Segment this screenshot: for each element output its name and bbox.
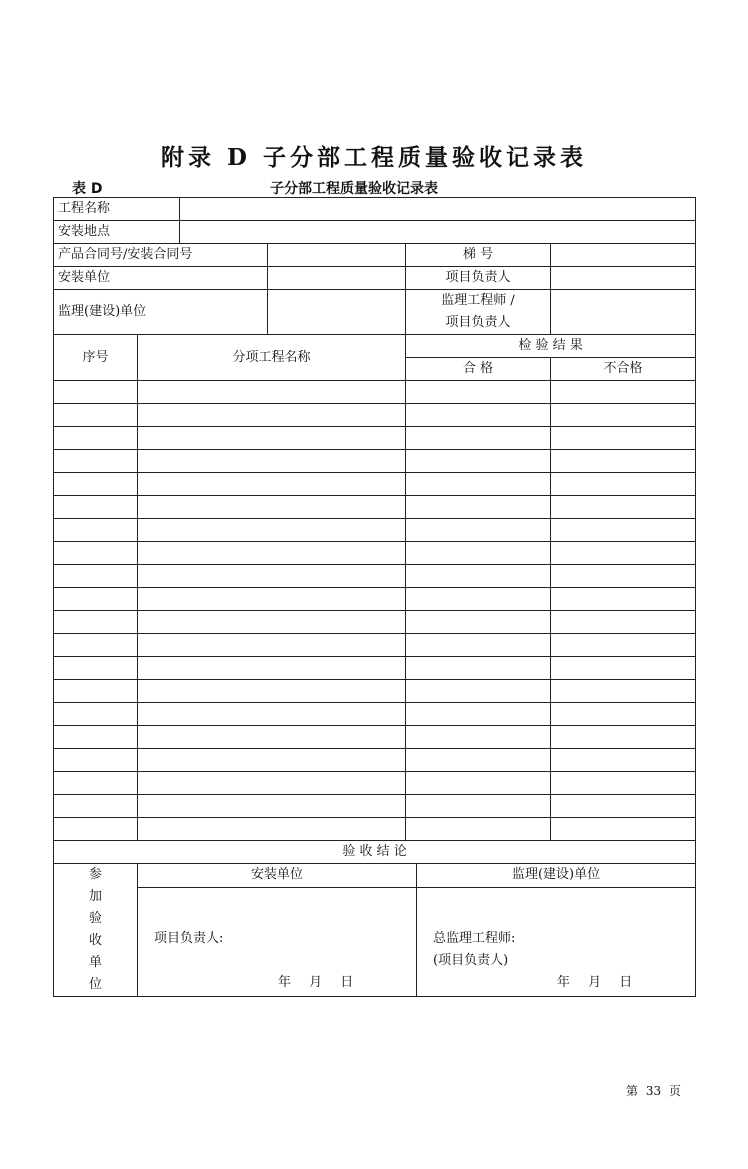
supervision-signer-label: 总监理工程师: (433, 930, 516, 946)
item-pass-cell[interactable] (406, 404, 551, 427)
item-pass-cell[interactable] (406, 450, 551, 473)
item-row (54, 496, 696, 519)
project-name-field[interactable] (180, 198, 696, 221)
item-seq-cell[interactable] (54, 473, 138, 496)
install-location-field[interactable] (180, 221, 696, 244)
item-seq-cell[interactable] (54, 427, 138, 450)
supervision-signer-alt-label: (项目负责人) (433, 952, 509, 968)
item-fail-cell[interactable] (551, 680, 696, 703)
item-name-cell[interactable] (138, 703, 406, 726)
item-fail-cell[interactable] (551, 772, 696, 795)
item-fail-cell[interactable] (551, 749, 696, 772)
page-number: 第 33 页 (626, 1084, 681, 1098)
item-fail-cell[interactable] (551, 565, 696, 588)
item-seq-cell[interactable] (54, 703, 138, 726)
item-name-cell[interactable] (138, 381, 406, 404)
item-pass-cell[interactable] (406, 703, 551, 726)
item-fail-cell[interactable] (551, 450, 696, 473)
conclusion-header: 验 收 结 论 (54, 841, 696, 864)
elevator-no-field[interactable] (551, 244, 696, 267)
item-pass-cell[interactable] (406, 381, 551, 404)
item-row (54, 611, 696, 634)
install-unit-field[interactable] (268, 267, 406, 290)
conclusion-row (54, 841, 696, 864)
item-seq-cell[interactable] (54, 519, 138, 542)
item-pass-cell[interactable] (406, 818, 551, 841)
column-header-row-1 (54, 335, 696, 358)
participant-char-5: 单 (88, 955, 102, 970)
result-header: 检 验 结 果 (406, 335, 696, 358)
item-name-cell[interactable] (138, 680, 406, 703)
item-name-cell[interactable] (138, 611, 406, 634)
item-name-cell[interactable] (138, 519, 406, 542)
participant-header-row (54, 864, 696, 888)
item-seq-cell[interactable] (54, 542, 138, 565)
item-seq-cell[interactable] (54, 565, 138, 588)
item-seq-cell[interactable] (54, 795, 138, 818)
item-row (54, 749, 696, 772)
item-row (54, 519, 696, 542)
project-leader-label: 项目负责人 (406, 267, 551, 290)
item-seq-cell[interactable] (54, 657, 138, 680)
item-seq-cell[interactable] (54, 381, 138, 404)
item-seq-cell[interactable] (54, 588, 138, 611)
item-fail-cell[interactable] (551, 818, 696, 841)
page-title: 附录 D 子分部工程质量验收记录表 (161, 144, 587, 171)
supervision-sign-date: 年 月 日 (557, 974, 633, 990)
supervision-engineer-label (406, 290, 551, 335)
participant-char-4: 收 (88, 933, 102, 948)
item-pass-cell[interactable] (406, 542, 551, 565)
install-location-label: 安装地点 (54, 221, 180, 244)
item-fail-cell[interactable] (551, 611, 696, 634)
item-fail-cell[interactable] (551, 634, 696, 657)
item-seq-cell[interactable] (54, 611, 138, 634)
item-row (54, 703, 696, 726)
item-name-cell[interactable] (138, 818, 406, 841)
item-row (54, 381, 696, 404)
item-seq-cell[interactable] (54, 680, 138, 703)
install-unit-label: 安装单位 (54, 267, 268, 290)
item-fail-cell[interactable] (551, 496, 696, 519)
item-pass-cell[interactable] (406, 519, 551, 542)
project-leader-field[interactable] (551, 267, 696, 290)
participant-char-1: 参 (88, 867, 102, 882)
item-fail-cell[interactable] (551, 519, 696, 542)
participant-char-6: 位 (88, 977, 102, 992)
item-fail-cell[interactable] (551, 657, 696, 680)
item-name-cell[interactable] (138, 496, 406, 519)
item-row (54, 588, 696, 611)
item-row (54, 634, 696, 657)
install-sign-date: 年 月 日 (278, 974, 354, 990)
fail-header: 不合格 (551, 358, 696, 381)
item-fail-cell[interactable] (551, 795, 696, 818)
install-signer-label: 项目负责人: (154, 930, 224, 946)
item-name-cell[interactable] (138, 657, 406, 680)
supervision-row (54, 290, 696, 335)
install-unit-sign-header: 安装单位 (138, 864, 417, 888)
item-name-cell[interactable] (138, 542, 406, 565)
item-seq-cell[interactable] (54, 496, 138, 519)
item-name-cell[interactable] (138, 473, 406, 496)
supervision-unit-sign-cell[interactable] (417, 887, 696, 996)
item-seq-cell[interactable] (54, 818, 138, 841)
table-code: 表 D (72, 181, 103, 197)
table-caption: 子分部工程质量验收记录表 (270, 181, 438, 197)
item-name-cell[interactable] (138, 749, 406, 772)
item-row (54, 818, 696, 841)
install-unit-row (54, 267, 696, 290)
supervision-engineer-line-1: 监理工程师 / (441, 293, 515, 308)
supervision-engineer-line-2: 项目负责人 (445, 315, 511, 330)
item-pass-cell[interactable] (406, 565, 551, 588)
participant-char-2: 加 (88, 889, 102, 904)
item-name-cell[interactable] (138, 726, 406, 749)
item-seq-cell[interactable] (54, 450, 138, 473)
contract-no-field[interactable] (268, 244, 406, 267)
item-row (54, 680, 696, 703)
item-pass-cell[interactable] (406, 634, 551, 657)
item-pass-cell[interactable] (406, 749, 551, 772)
item-fail-cell[interactable] (551, 473, 696, 496)
item-pass-cell[interactable] (406, 588, 551, 611)
item-pass-cell[interactable] (406, 680, 551, 703)
item-name-cell[interactable] (138, 450, 406, 473)
install-unit-sign-cell[interactable] (138, 887, 417, 996)
item-pass-cell[interactable] (406, 473, 551, 496)
item-name-cell[interactable] (138, 565, 406, 588)
project-name-row (54, 198, 696, 221)
item-pass-cell[interactable] (406, 657, 551, 680)
pass-header: 合 格 (406, 358, 551, 381)
item-seq-cell[interactable] (54, 726, 138, 749)
item-row (54, 726, 696, 749)
acceptance-form-table (53, 197, 696, 997)
item-name-header: 分项工程名称 (138, 335, 406, 381)
item-pass-cell[interactable] (406, 496, 551, 519)
item-fail-cell[interactable] (551, 404, 696, 427)
item-row (54, 473, 696, 496)
item-seq-cell[interactable] (54, 634, 138, 657)
item-name-cell[interactable] (138, 772, 406, 795)
install-location-row (54, 221, 696, 244)
item-fail-cell[interactable] (551, 703, 696, 726)
participant-char-3: 验 (88, 911, 102, 926)
item-name-cell[interactable] (138, 588, 406, 611)
item-row (54, 404, 696, 427)
item-pass-cell[interactable] (406, 795, 551, 818)
item-row (54, 450, 696, 473)
item-fail-cell[interactable] (551, 588, 696, 611)
supervision-engineer-field[interactable] (551, 290, 696, 335)
item-seq-cell[interactable] (54, 404, 138, 427)
item-row (54, 795, 696, 818)
item-pass-cell[interactable] (406, 611, 551, 634)
supervision-unit-label: 监理(建设)单位 (54, 290, 268, 335)
contract-no-label: 产品合同号/安装合同号 (54, 244, 268, 267)
item-row (54, 565, 696, 588)
item-name-cell[interactable] (138, 634, 406, 657)
item-row (54, 427, 696, 450)
supervision-unit-field[interactable] (268, 290, 406, 335)
contract-row (54, 244, 696, 267)
item-pass-cell[interactable] (406, 427, 551, 450)
elevator-no-label: 梯 号 (406, 244, 551, 267)
item-name-cell[interactable] (138, 427, 406, 450)
item-fail-cell[interactable] (551, 381, 696, 404)
item-row (54, 772, 696, 795)
item-seq-cell[interactable] (54, 772, 138, 795)
item-name-cell[interactable] (138, 795, 406, 818)
item-fail-cell[interactable] (551, 427, 696, 450)
project-name-label: 工程名称 (54, 198, 180, 221)
item-seq-cell[interactable] (54, 749, 138, 772)
participant-unit-label (54, 864, 138, 997)
seq-header: 序号 (54, 335, 138, 381)
item-name-cell[interactable] (138, 404, 406, 427)
signature-row (54, 887, 696, 996)
item-row (54, 657, 696, 680)
item-row (54, 542, 696, 565)
item-fail-cell[interactable] (551, 542, 696, 565)
supervision-unit-sign-header: 监理(建设)单位 (417, 864, 696, 888)
item-pass-cell[interactable] (406, 772, 551, 795)
item-pass-cell[interactable] (406, 726, 551, 749)
item-fail-cell[interactable] (551, 726, 696, 749)
